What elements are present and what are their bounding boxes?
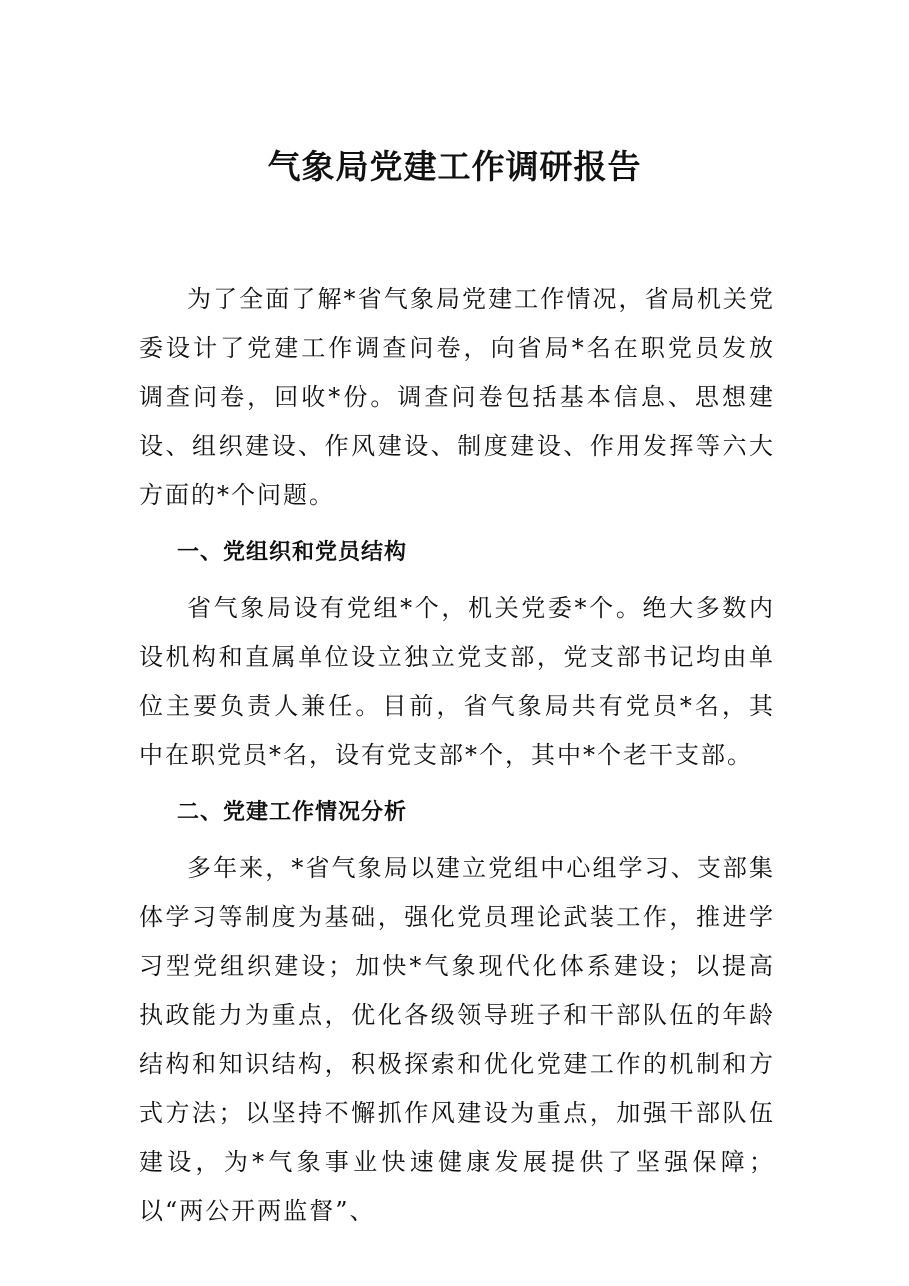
work-analysis-paragraph: 多年来，*省气象局以建立党组中心组学习、支部集体学习等制度为基础，强化党员理论武装工作，推进学习型党组织建设；加快*气象现代化体系建设；以提高执政能力为重点，优化各级领导班子和干部队伍的年龄结构和知识结构，积极探索和优化党建工作的机制和方式方法；以坚持不懈抓作风建设为重点，加强干部队伍建设，为*气象事业快速健康发展提供了坚强保障；以“两公开两监督”、 (139, 854, 775, 1225)
section-heading-party-structure: 一、党组织和党员结构 (177, 539, 408, 565)
document-body (139, 275, 775, 1236)
section-heading-work-analysis: 二、党建工作情况分析 (177, 799, 408, 825)
party-structure-paragraph: 省气象局设有党组*个，机关党委*个。绝大多数内设机构和直属单位设立独立党支部，党支部书记均由单位主要负责人兼任。目前，省气象局共有党员*名，其中在职党员*名，设有党支部*个，其中*个老干支部。 (139, 594, 775, 769)
intro-paragraph: 为了全面了解*省气象局党建工作情况，省局机关党委设计了党建工作调查问卷，向省局*名在职党员发放调查问卷，回收*份。调查问卷包括基本信息、思想建设、组织建设、作风建设、制度建设、作用发挥等六大方面的*个问题。 (139, 285, 775, 509)
document-title: 气象局党建工作调研报告 (267, 147, 642, 186)
